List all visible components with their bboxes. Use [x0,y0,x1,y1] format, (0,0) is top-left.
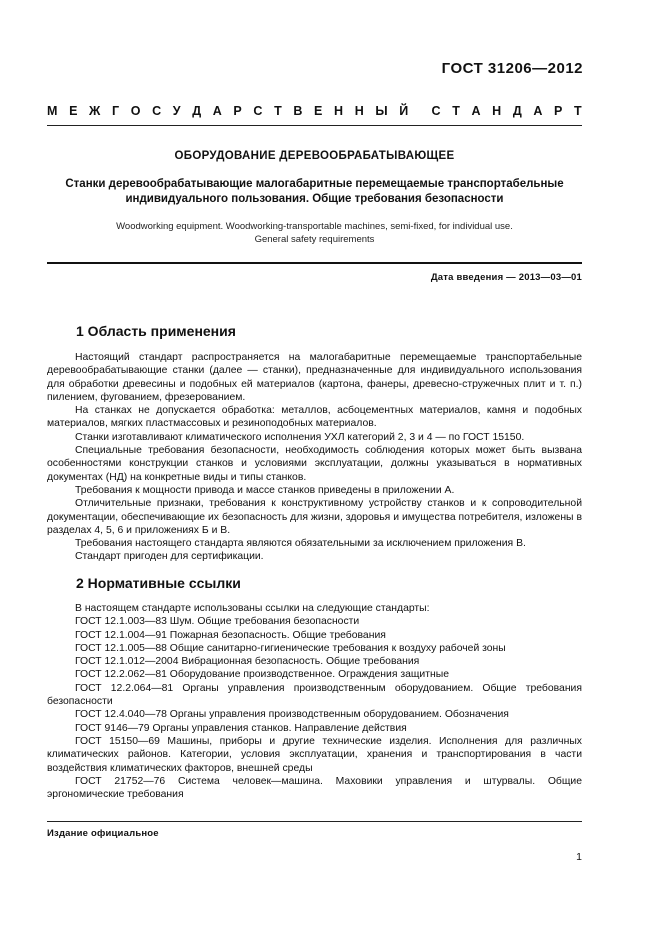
reference-item: ГОСТ 12.1.003—83 Шум. Общие требования безопасности [75,616,360,628]
header-divider [47,125,582,126]
standard-subtitle [47,177,582,207]
section-1-body [47,351,582,564]
banner-letter: О [130,104,141,118]
banner-letter: Е [69,104,78,118]
paragraph: Станки изготавливают климатического исполнения УХЛ категорий 2, 3 и 4 — по ГОСТ 15150. [75,431,525,443]
gost-number: ГОСТ 31206—2012 [441,60,583,77]
banner-letter: Ж [89,104,101,118]
subtitle-line: Станки деревообрабатывающие малогабаритные перемещаемые транспортабельные [65,178,564,190]
reference-item: ГОСТ 12.1.005—88 Общие санитарно-гигиенические требования к воздуху рабочей зоны [75,642,506,654]
interstate-standard-banner [47,104,582,118]
footer-divider [47,821,582,822]
paragraph: На станках не допускается обработка: металлов, асбоцементных материалов, камня и подобных материалов, мягких пластмассовых и резиноподобных материалов. [47,405,582,430]
official-edition-label: Издание официальное [47,828,159,839]
introduction-date: Дата введения — 2013—03—01 [430,272,582,283]
banner-letter: С [152,104,162,118]
banner-letter: В [293,104,303,118]
banner-letter: А [212,104,222,118]
banner-letter: С [431,104,441,118]
paragraph: Специальные требования безопасности, необходимость соблюдения которых может быть вызвана особенностями конструкции станков и условиями эксплуатации, должны указываться в нормативных документах (НД) на конкретные виды и типы станков. [47,445,582,483]
banner-letter: С [253,104,263,118]
paragraph: Требования к мощности привода и массе станков приведены в приложении А. [75,484,455,496]
title-divider [47,262,582,264]
banner-letter: Р [233,104,242,118]
english-title [47,220,582,246]
banner-letter: Н [334,104,344,118]
banner-letter: Ы [375,104,388,118]
banner-letter: А [533,104,543,118]
banner-letter: Й [399,104,409,118]
banner-letter: Г [112,104,120,118]
banner-letter: М [47,104,58,118]
paragraph: Отличительные признаки, требования к конструктивному устройству станков и к сопроводительной документации, обеспечивающие их безопасность для жизни, здоровья и имущества потребителя, изложены в разделах 4, 5, 6 и приложениях Б и В. [47,498,582,536]
reference-item: ГОСТ 12.1.012—2004 Вибрационная безопасность. Общие требования [75,656,420,668]
banner-letter: У [172,104,181,118]
banner-letter: Н [354,104,364,118]
banner-letter: Н [492,104,502,118]
standard-title: ОБОРУДОВАНИЕ ДЕРЕВООБРАБАТЫВАЮЩЕЕ [174,150,455,162]
paragraph: Требования настоящего стандарта являются обязательными за исключением приложения В. [75,538,526,550]
paragraph: Настоящий стандарт распространяется на малогабаритные перемещаемые транспортабельные деревообрабатывающие станки (далее — станки), предназначенные для индивидуального использования для обработки древесины и подобных ей материалов (картона, фанеры, древесно-стружечных плит и т. п.) пилением, фугованием, фрезерованием. [47,352,582,403]
banner-letter: Р [554,104,563,118]
paragraph: В настоящем стандарте использованы ссылки на следующие стандарты: [75,603,430,614]
banner-letter: А [471,104,481,118]
reference-item: ГОСТ 21752—76 Система человек—машина. Маховики управления и штурвалы. Общие эргономические требования [47,775,582,801]
reference-item: ГОСТ 12.2.064—81 Органы управления производственным оборудованием. Общие требования безопасности [47,682,582,708]
section-2-heading: 2 Нормативные ссылки [76,575,241,591]
reference-item: ГОСТ 12.2.062—81 Оборудование производственное. Ограждения защитные [75,669,449,681]
banner-letter: Д [192,104,202,118]
reference-item: ГОСТ 9146—79 Органы управления станков. Направление действия [75,722,407,734]
page-number: 1 [576,851,582,863]
reference-item: ГОСТ 12.4.040—78 Органы управления производственным оборудованием. Обозначения [75,709,509,721]
banner-letter: Д [512,104,522,118]
banner-letter: Т [452,104,460,118]
english-title-line: Woodworking equipment. Woodworking-transportable machines, semi-fixed, for individual use. [116,221,513,232]
banner-letter: Т [274,104,282,118]
banner-letter: Е [314,104,323,118]
banner-letter: Т [574,104,582,118]
section-2-body [47,602,582,801]
subtitle-line: индивидуального пользования. Общие требования безопасности [125,193,504,205]
reference-item: ГОСТ 15150—69 Машины, приборы и другие технические изделия. Исполнения для различных климатических районов. Категории, условия эксплуатации, хранения и транспортирования в части воздействия климатических факторов, внешней среды [47,735,582,774]
section-1-heading: 1 Область применения [76,323,236,339]
paragraph: Стандарт пригоден для сертификации. [75,551,264,563]
english-title-line: General safety requirements [254,234,375,245]
reference-item: ГОСТ 12.1.004—91 Пожарная безопасность. Общие требования [75,629,386,641]
